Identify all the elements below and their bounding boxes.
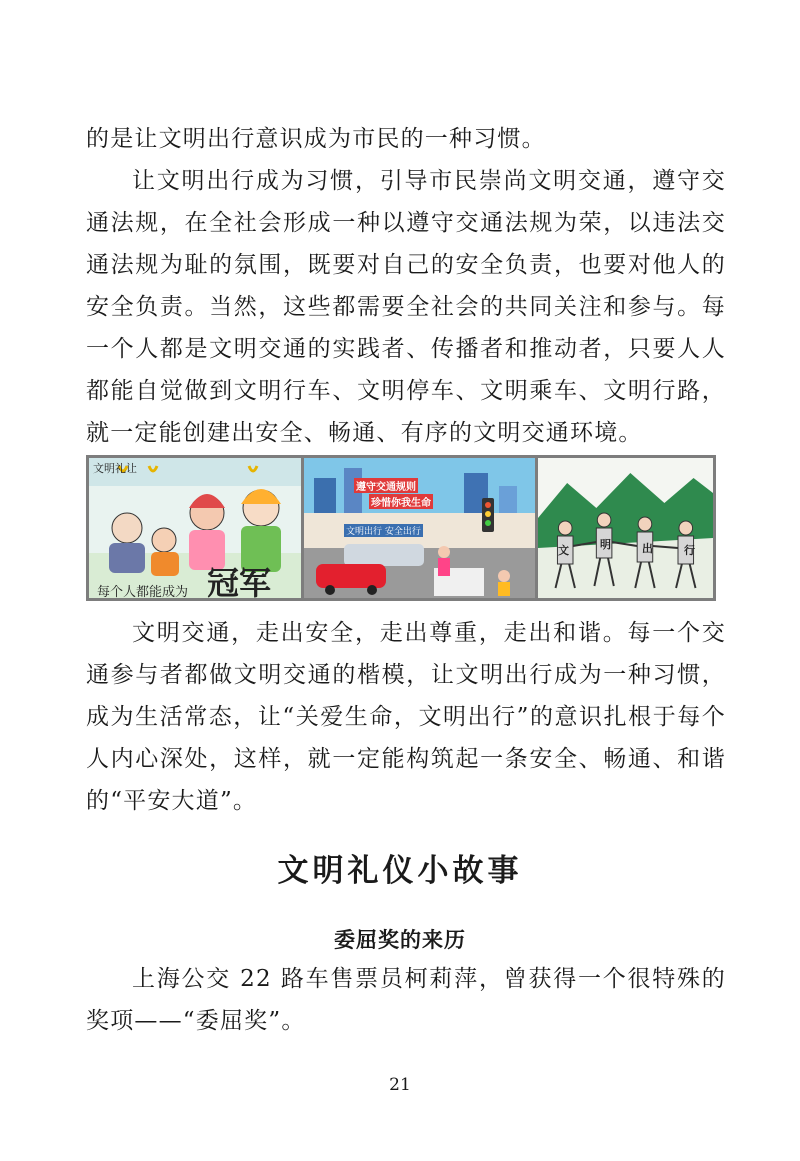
champion-word: 冠军 <box>207 564 272 598</box>
banner-follow-rules: 遵守交通规则 <box>354 478 418 493</box>
section-heading: 文明礼仪小故事 <box>277 853 523 889</box>
page-number: 21 <box>389 1075 411 1095</box>
walking-scene <box>538 458 713 598</box>
wall-slogan: 文明出行 安全出行 <box>344 524 423 537</box>
illustration-courtesy-panel <box>89 458 301 598</box>
illustration-walking-panel <box>538 458 713 598</box>
walker-char-4: 行 <box>684 544 695 557</box>
champion-caption: 每个人都能成为 <box>97 585 189 598</box>
story-title: 委屈奖的来历 <box>334 928 466 952</box>
courtesy-caption: 文明礼让 <box>93 462 137 475</box>
paragraph-continuation: 的是让文明出行意识成为市民的一种习惯。 <box>86 126 546 152</box>
illustration-traffic-rules-panel <box>304 458 535 598</box>
banner-cherish-life: 珍惜你我生命 <box>369 494 433 509</box>
illustration-strip <box>86 455 716 601</box>
paragraph-civilized-traffic-model: 文明交通，走出安全，走出尊重，走出和谐。每一个交通参与者都做文明交通的楷模，让文明出行成为一种习惯，成为生活常态，让“关爱生命，文明出行”的意识扎根于每个人内心深处，这样，就一定能构筑起一条安全、畅通、和谐的“平安大道”。 <box>86 620 726 814</box>
walker-char-2: 明 <box>600 538 611 551</box>
paragraph-civilized-travel-habit: 让文明出行成为习惯，引导市民崇尚文明交通，遵守交通法规，在全社会形成一种以遵守交通法规为荣，以违法交通法规为耻的氛围，既要对自己的安全负责，也要对他人的安全负责。当然，这些都需要全社会的共同关注和参与。每一个人都是文明交通的实践者、传播者和推动者，只要人人都能自觉做到文明行车、文明停车、文明乘车、文明行路，就一定能创建出安全、畅通、有序的文明交通环境。 <box>86 168 726 446</box>
walker-char-1: 文 <box>558 544 569 557</box>
paragraph-story-intro: 上海公交 22 路车售票员柯莉萍，曾获得一个很特殊的奖项——“委屈奖”。 <box>86 966 726 1034</box>
walker-char-3: 出 <box>642 542 653 555</box>
